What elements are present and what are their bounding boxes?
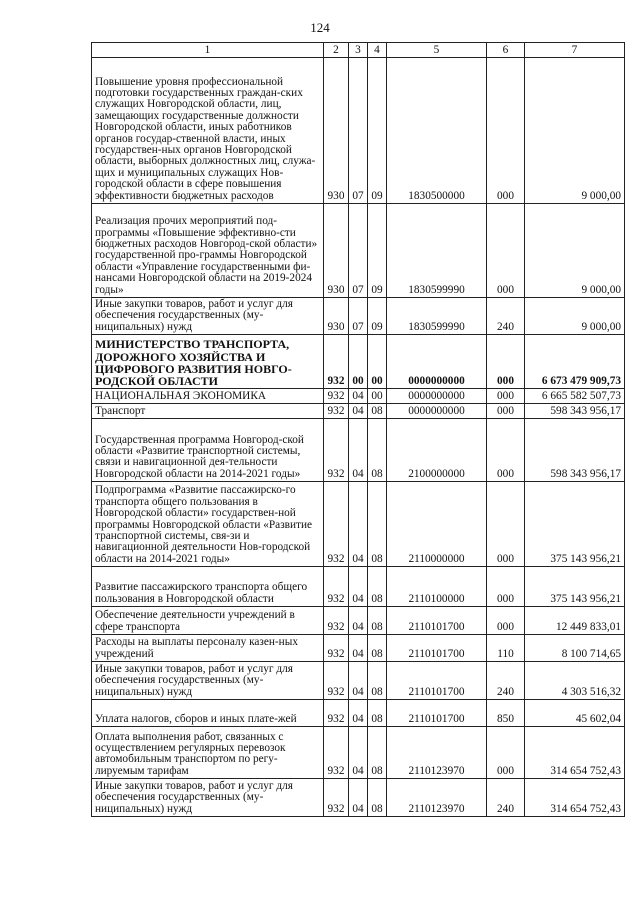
row-name-cell: Реализация прочих мероприятий под-программы «Повышение эффективно-сти бюджетных расходов Новгород-ской области» государственной про-граммы Новгородской области «Управление государственными фи-нансами Новгородской области на 2019-2024 годы» [92, 204, 324, 298]
row-c7-cell: 598 343 956,17 [525, 419, 625, 482]
row-name-cell: Развитие пассажирского транспорта общего пользования в Новгородской области [92, 567, 324, 607]
row-name-cell: Иные закупки товаров, работ и услуг для обеспечения государственных (му-ниципальных) нужд [92, 298, 324, 335]
budget-table-body [92, 43, 625, 817]
row-c6-cell: 000 [487, 607, 525, 635]
row-c6-cell: 000 [487, 404, 525, 419]
row-c2-cell: 932 [324, 635, 349, 662]
row-c6-cell: 000 [487, 482, 525, 567]
row-c7-cell: 9 000,00 [525, 204, 625, 298]
row-c2-cell: 932 [324, 727, 349, 779]
row-c7-cell: 314 654 752,43 [525, 779, 625, 817]
row-c6-cell: 000 [487, 567, 525, 607]
row-c7-cell: 12 449 833,01 [525, 607, 625, 635]
row-c5-cell: 0000000000 [387, 335, 487, 389]
row-c3-cell: 04 [349, 404, 368, 419]
row-c7-cell: 375 143 956,21 [525, 482, 625, 567]
row-name-cell: МИНИСТЕРСТВО ТРАНСПОРТА, ДОРОЖНОГО ХОЗЯЙСТВА И ЦИФРОВОГО РАЗВИТИЯ НОВГО-РОДСКОЙ ОБЛАСТИ [92, 335, 324, 389]
table-row [92, 700, 625, 727]
row-c5-cell: 1830500000 [387, 58, 487, 204]
row-c3-cell: 04 [349, 662, 368, 700]
row-c6-cell: 240 [487, 779, 525, 817]
table-row [92, 727, 625, 779]
row-c5-cell: 0000000000 [387, 404, 487, 419]
table-row [92, 58, 625, 204]
row-c3-cell: 04 [349, 567, 368, 607]
row-c4-cell: 00 [368, 389, 387, 404]
row-c7-cell: 598 343 956,17 [525, 404, 625, 419]
row-c4-cell: 08 [368, 727, 387, 779]
row-c2-cell: 930 [324, 298, 349, 335]
row-c2-cell: 932 [324, 482, 349, 567]
row-c5-cell: 2110123970 [387, 779, 487, 817]
row-c5-cell: 2110000000 [387, 482, 487, 567]
row-c3-cell: 04 [349, 389, 368, 404]
row-name-cell: Подпрограмма «Развитие пассажирско-го транспорта общего пользования в Новгородской области» государствен-ной программы Новгородской области «Развитие транспортной системы, свя-зи и навигационной деятельности Нов-городской области на 2014-2021 годы» [92, 482, 324, 567]
row-c6-cell: 000 [487, 419, 525, 482]
row-c3-cell: 04 [349, 779, 368, 817]
header-col-7: 7 [525, 43, 625, 58]
header-col-3: 3 [349, 43, 368, 58]
row-name-cell: Иные закупки товаров, работ и услуг для обеспечения государственных (му-ниципальных) нужд [92, 662, 324, 700]
row-c2-cell: 932 [324, 607, 349, 635]
row-c7-cell: 6 673 479 909,73 [525, 335, 625, 389]
row-name-cell: НАЦИОНАЛЬНАЯ ЭКОНОМИКА [92, 389, 324, 404]
row-name-cell: Уплата налогов, сборов и иных плате-жей [92, 700, 324, 727]
row-c2-cell: 932 [324, 779, 349, 817]
row-name-cell: Повышение уровня профессиональной подготовки государственных граждан-ских служащих Новгородской области, лиц, замещающих государственные должности Новгородской области, иных работников органов государ-ственной власти, иных государствен-ных органов Новгородской области, выборных должностных лиц, служа-щих и муниципальных служащих Нов-городской области в сфере повышения эффективности бюджетных расходов [92, 58, 324, 204]
header-col-2: 2 [324, 43, 349, 58]
row-c7-cell: 9 000,00 [525, 58, 625, 204]
row-c3-cell: 04 [349, 607, 368, 635]
row-c5-cell: 2110100000 [387, 567, 487, 607]
row-name-cell: Иные закупки товаров, работ и услуг для обеспечения государственных (му-ниципальных) нужд [92, 779, 324, 817]
table-row [92, 335, 625, 389]
row-c6-cell: 000 [487, 58, 525, 204]
row-c2-cell: 932 [324, 335, 349, 389]
table-row [92, 779, 625, 817]
row-name-cell: Расходы на выплаты персоналу казен-ных учреждений [92, 635, 324, 662]
table-header-row [92, 43, 625, 58]
row-c2-cell: 930 [324, 58, 349, 204]
row-c5-cell: 2110101700 [387, 607, 487, 635]
table-row [92, 389, 625, 404]
row-c5-cell: 2110123970 [387, 727, 487, 779]
row-c4-cell: 00 [368, 335, 387, 389]
row-c5-cell: 1830599990 [387, 298, 487, 335]
row-c4-cell: 09 [368, 58, 387, 204]
row-c2-cell: 932 [324, 419, 349, 482]
table-row [92, 662, 625, 700]
row-c3-cell: 04 [349, 482, 368, 567]
table-row [92, 567, 625, 607]
row-c2-cell: 932 [324, 700, 349, 727]
row-c7-cell: 45 602,04 [525, 700, 625, 727]
row-c3-cell: 04 [349, 635, 368, 662]
row-c6-cell: 000 [487, 727, 525, 779]
row-c4-cell: 09 [368, 298, 387, 335]
row-c7-cell: 314 654 752,43 [525, 727, 625, 779]
row-c7-cell: 9 000,00 [525, 298, 625, 335]
row-c6-cell: 110 [487, 635, 525, 662]
header-col-4: 4 [368, 43, 387, 58]
row-c2-cell: 930 [324, 204, 349, 298]
row-c4-cell: 08 [368, 482, 387, 567]
row-name-cell: Оплата выполнения работ, связанных с осуществлением регулярных перевозок автомобильным транспортом по регу-лируемым тарифам [92, 727, 324, 779]
row-c2-cell: 932 [324, 389, 349, 404]
row-c4-cell: 08 [368, 700, 387, 727]
page-number: 124 [310, 20, 330, 35]
header-col-5: 5 [387, 43, 487, 58]
header-col-6: 6 [487, 43, 525, 58]
row-c3-cell: 07 [349, 58, 368, 204]
row-c6-cell: 000 [487, 335, 525, 389]
table-row [92, 404, 625, 419]
row-name-cell: Государственная программа Новгород-ской области «Развитие транспортной системы, связи и навигационной дея-тельности Новгородской области на 2014-2021 годы» [92, 419, 324, 482]
row-c7-cell: 6 665 582 507,73 [525, 389, 625, 404]
row-c4-cell: 08 [368, 607, 387, 635]
row-c5-cell: 1830599990 [387, 204, 487, 298]
table-row [92, 419, 625, 482]
row-c6-cell: 240 [487, 298, 525, 335]
row-c3-cell: 07 [349, 298, 368, 335]
row-c6-cell: 240 [487, 662, 525, 700]
row-c5-cell: 2110101700 [387, 635, 487, 662]
row-c4-cell: 08 [368, 779, 387, 817]
table-row [92, 298, 625, 335]
row-c4-cell: 08 [368, 404, 387, 419]
row-c5-cell: 2110101700 [387, 662, 487, 700]
row-c5-cell: 2110101700 [387, 700, 487, 727]
row-c5-cell: 0000000000 [387, 389, 487, 404]
row-c4-cell: 08 [368, 662, 387, 700]
row-c3-cell: 04 [349, 727, 368, 779]
row-c6-cell: 850 [487, 700, 525, 727]
header-col-1: 1 [92, 43, 324, 58]
row-c2-cell: 932 [324, 662, 349, 700]
table-row [92, 635, 625, 662]
row-c3-cell: 00 [349, 335, 368, 389]
row-c3-cell: 04 [349, 700, 368, 727]
row-c4-cell: 08 [368, 567, 387, 607]
row-c3-cell: 07 [349, 204, 368, 298]
row-c4-cell: 08 [368, 635, 387, 662]
row-name-cell: Обеспечение деятельности учреждений в сфере транспорта [92, 607, 324, 635]
table-row [92, 204, 625, 298]
row-c6-cell: 000 [487, 389, 525, 404]
row-name-cell: Транспорт [92, 404, 324, 419]
row-c2-cell: 932 [324, 404, 349, 419]
row-c4-cell: 09 [368, 204, 387, 298]
table-row [92, 607, 625, 635]
budget-table [91, 42, 625, 817]
row-c4-cell: 08 [368, 419, 387, 482]
row-c3-cell: 04 [349, 419, 368, 482]
table-row [92, 482, 625, 567]
row-c2-cell: 932 [324, 567, 349, 607]
row-c7-cell: 4 303 516,32 [525, 662, 625, 700]
row-c5-cell: 2100000000 [387, 419, 487, 482]
row-c7-cell: 8 100 714,65 [525, 635, 625, 662]
row-c7-cell: 375 143 956,21 [525, 567, 625, 607]
row-c6-cell: 000 [487, 204, 525, 298]
